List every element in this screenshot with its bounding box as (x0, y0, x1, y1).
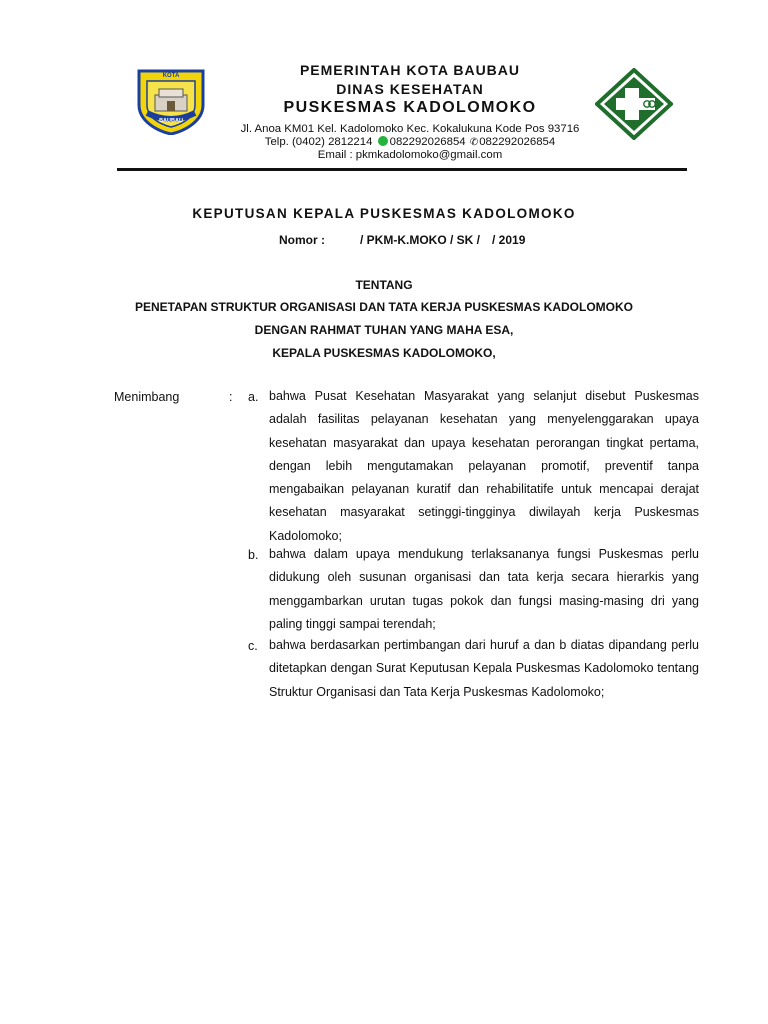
blessing-line: DENGAN RAHMAT TUHAN YANG MAHA ESA, (254, 323, 514, 337)
item-text: bahwa Pusat Kesehatan Masyarakat yang selanjut disebut Puskesmas adalah fasilitas pelayanan kesehatan yang menyelenggarakan upaya kesehatan masyarakat dan upaya kesehatan perorangan tingkat pertama, dengan lebih mengutamakan pelayanan promotif, preventif tanpa mengabaikan pelayanan kuratif dan rehabilitatife untuk mencapai derajat kesehatan masyarakat setinggi-tingginya diwilayah kerja Puskesmas Kadolomoko; (269, 389, 699, 543)
header-email: Email : pkmkadolomoko@gmail.com (317, 149, 503, 161)
header-divider (117, 168, 687, 171)
phone2-number: 082292026854 (479, 136, 556, 148)
item-text: bahwa dalam upaya mendukung terlaksananya fungsi Puskesmas perlu didukung oleh susunan organisasi dan tata kerja secara hierarkis yang menggambarkan urutan tugas pokok dan fungsi masing-masing dri yang paling tinggi sampai terendah; (269, 547, 699, 631)
header-department: DINAS KESEHATAN (336, 81, 484, 97)
header-government: PEMERINTAH KOTA BAUBAU (299, 62, 521, 78)
nomor-code: / PKM-K.MOKO / SK / (360, 233, 480, 247)
decision-subject: PENETAPAN STRUKTUR ORGANISASI DAN TATA KERJA PUSKESMAS KADOLOMOKO (134, 300, 633, 314)
item-label: c. (248, 639, 258, 653)
tentang-heading: TENTANG (355, 278, 413, 292)
header-phone-line (200, 136, 620, 148)
logo-top-text: KOTA (162, 73, 180, 79)
nomor-label: Nomor : (279, 233, 325, 247)
whatsapp-number: 082292026854 (389, 136, 466, 148)
menimbang-colon: : (229, 390, 233, 404)
logo-bottom-text: BAUBAU (159, 118, 183, 124)
kota-baubau-logo (133, 67, 209, 135)
head-line: KEPALA PUSKESMAS KADOLOMOKO, (272, 346, 496, 360)
header-address: Jl. Anoa KM01 Kel. Kadolomoko Kec. Kokalukuna Kode Pos 93716 (240, 123, 580, 135)
whatsapp-icon (378, 136, 388, 146)
item-label: b. (248, 548, 259, 562)
nomor-year: / 2019 (492, 233, 526, 247)
phone-text: Telp. (0402) 2812214 (264, 136, 373, 148)
header-puskesmas: PUSKESMAS KADOLOMOKO (283, 99, 537, 116)
item-text: bahwa berdasarkan pertimbangan dari huruf a dan b diatas dipandang perlu ditetapkan dengan Surat Keputusan Kepala Puskesmas Kadolomoko tentang Struktur Organisasi dan Tata Kerja Puskesmas Kadolomoko; (269, 638, 699, 699)
item-label: a. (248, 390, 259, 404)
menimbang-label: Menimbang (114, 390, 180, 404)
document-title: KEPUTUSAN KEPALA PUSKESMAS KADOLOMOKO (192, 206, 576, 221)
phone-icon: ✆ (469, 137, 479, 148)
